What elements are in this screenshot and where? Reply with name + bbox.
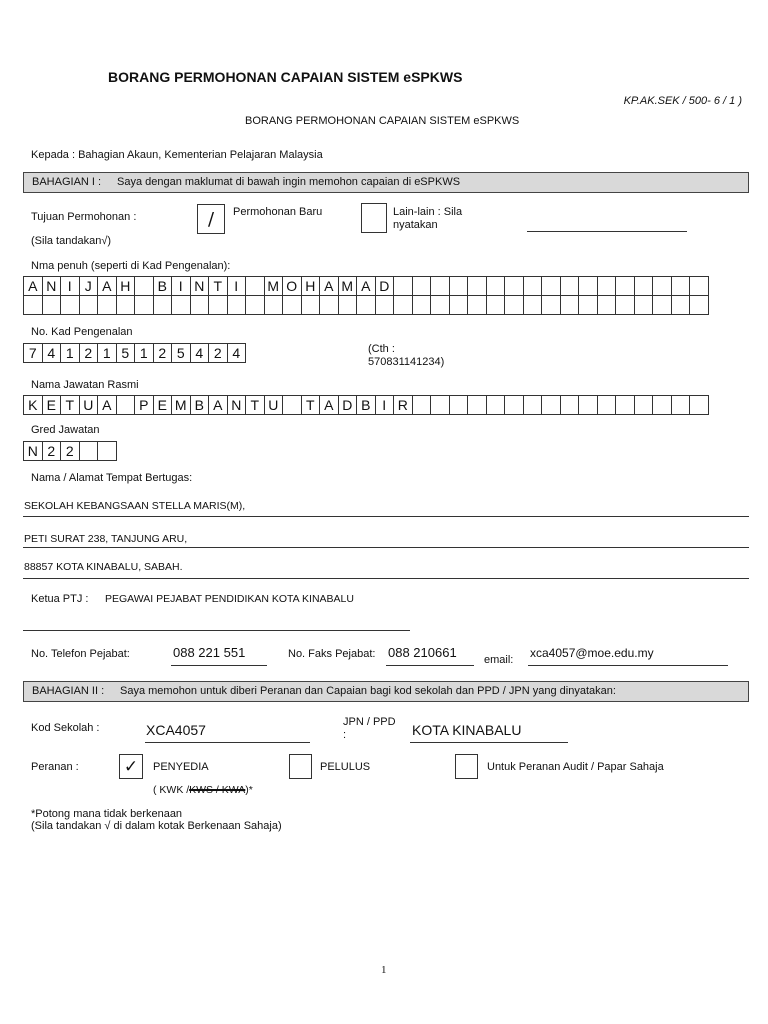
grid-cell[interactable]: E bbox=[42, 395, 62, 415]
fax-value: 088 210661 bbox=[388, 645, 457, 660]
grid-cell[interactable] bbox=[634, 276, 654, 296]
jawatan-label: Nama Jawatan Rasmi bbox=[31, 379, 139, 391]
nama-grid-row-2[interactable] bbox=[24, 295, 709, 315]
reference-number: KP.AK.SEK / 500- 6 / 1 ) bbox=[623, 95, 742, 107]
grid-cell[interactable] bbox=[541, 276, 561, 296]
grid-cell[interactable] bbox=[412, 295, 432, 315]
grid-cell[interactable] bbox=[652, 276, 672, 296]
form-title: BORANG PERMOHONAN CAPAIAN SISTEM eSPKWS bbox=[108, 69, 463, 85]
grid-cell[interactable]: 2 bbox=[60, 441, 80, 461]
grid-cell[interactable]: B bbox=[190, 395, 210, 415]
grid-cell[interactable] bbox=[282, 395, 302, 415]
grid-cell[interactable] bbox=[615, 395, 635, 415]
grid-cell[interactable] bbox=[578, 276, 598, 296]
grid-cell[interactable] bbox=[597, 276, 617, 296]
grid-cell[interactable] bbox=[541, 395, 561, 415]
nama-label: Nma penuh (seperti di Kad Pengenalan): bbox=[31, 260, 231, 272]
grid-cell[interactable] bbox=[652, 295, 672, 315]
grid-cell[interactable]: N bbox=[227, 395, 247, 415]
grid-cell[interactable] bbox=[134, 276, 154, 296]
tujuan-note: (Sila tandakan√) bbox=[31, 235, 112, 247]
grid-cell[interactable] bbox=[449, 295, 469, 315]
gred-grid[interactable] bbox=[24, 441, 117, 461]
option-permohonan-baru-checkbox[interactable] bbox=[197, 204, 225, 234]
grid-cell[interactable]: T bbox=[245, 395, 265, 415]
grid-cell[interactable]: O bbox=[282, 276, 302, 296]
grid-cell[interactable] bbox=[560, 395, 580, 415]
ketua-ptj-label: Ketua PTJ : bbox=[31, 593, 89, 605]
section-2-text: Saya memohon untuk diberi Peranan dan Capaian bagi kod sekolah dan PPD / JPN yang dinyatakan: bbox=[120, 685, 616, 697]
grid-cell[interactable]: M bbox=[171, 395, 191, 415]
grid-cell[interactable] bbox=[301, 295, 321, 315]
grid-cell[interactable] bbox=[338, 295, 358, 315]
grid-cell[interactable] bbox=[467, 276, 487, 296]
sub-prefix: ( KWK / bbox=[153, 784, 190, 796]
check-mark: ✓ bbox=[123, 756, 139, 777]
grid-cell[interactable] bbox=[79, 441, 99, 461]
tel-label: No. Telefon Pejabat: bbox=[31, 648, 130, 660]
ketua-ptj-rule[interactable] bbox=[23, 630, 410, 631]
email-value: xca4057@moe.edu.my bbox=[530, 646, 654, 660]
section-1-text: Saya dengan maklumat di bawah ingin memohon capaian di eSPKWS bbox=[117, 176, 461, 188]
grid-cell[interactable] bbox=[486, 395, 506, 415]
grid-cell[interactable] bbox=[245, 295, 265, 315]
grid-cell[interactable]: 4 bbox=[227, 343, 247, 363]
tel-value: 088 221 551 bbox=[173, 645, 246, 660]
section-2-label: BAHAGIAN II : bbox=[32, 685, 105, 697]
option-lain-lain-checkbox[interactable] bbox=[361, 203, 387, 233]
grid-cell[interactable] bbox=[449, 395, 469, 415]
form-subtitle: BORANG PERMOHONAN CAPAIAN SISTEM eSPKWS bbox=[245, 115, 520, 127]
fax-label: No. Faks Pejabat: bbox=[288, 648, 376, 660]
grid-cell[interactable]: 2 bbox=[153, 343, 173, 363]
gred-label: Gred Jawatan bbox=[31, 424, 100, 436]
grid-cell[interactable] bbox=[486, 295, 506, 315]
ic-label: No. Kad Pengenalan bbox=[31, 326, 133, 338]
grid-cell[interactable] bbox=[504, 276, 524, 296]
grid-cell[interactable] bbox=[467, 295, 487, 315]
grid-cell[interactable]: K bbox=[23, 395, 43, 415]
grid-cell[interactable]: R bbox=[393, 395, 413, 415]
peranan-sub-note bbox=[153, 784, 253, 796]
grid-cell[interactable] bbox=[42, 295, 62, 315]
section-1-label: BAHAGIAN I : bbox=[32, 176, 102, 188]
grid-cell[interactable]: A bbox=[319, 276, 339, 296]
grid-cell[interactable] bbox=[523, 295, 543, 315]
grid-cell[interactable]: E bbox=[153, 395, 173, 415]
grid-cell[interactable] bbox=[689, 276, 709, 296]
grid-cell[interactable]: A bbox=[97, 395, 117, 415]
grid-cell[interactable] bbox=[282, 295, 302, 315]
grid-cell[interactable] bbox=[23, 295, 43, 315]
grid-cell[interactable] bbox=[375, 295, 395, 315]
grid-cell[interactable] bbox=[60, 295, 80, 315]
grid-cell[interactable] bbox=[430, 395, 450, 415]
grid-cell[interactable]: A bbox=[208, 395, 228, 415]
alamat-line-1: SEKOLAH KEBANGSAAN STELLA MARIS(M), bbox=[24, 500, 246, 512]
grid-cell[interactable] bbox=[153, 295, 173, 315]
kepada-line: Kepada : Bahagian Akaun, Kementerian Pelajaran Malaysia bbox=[31, 149, 323, 161]
grid-cell[interactable] bbox=[560, 276, 580, 296]
grid-cell[interactable] bbox=[597, 295, 617, 315]
grid-cell[interactable] bbox=[467, 395, 487, 415]
grid-cell[interactable] bbox=[356, 295, 376, 315]
grid-cell[interactable]: A bbox=[319, 395, 339, 415]
grid-cell[interactable]: H bbox=[116, 276, 136, 296]
grid-cell[interactable] bbox=[319, 295, 339, 315]
grid-cell[interactable]: 1 bbox=[134, 343, 154, 363]
jpn-label: JPN / PPD bbox=[343, 716, 396, 728]
grid-cell[interactable]: U bbox=[264, 395, 284, 415]
grid-cell[interactable]: 1 bbox=[60, 343, 80, 363]
grid-cell[interactable]: N bbox=[42, 276, 62, 296]
grid-cell[interactable]: I bbox=[60, 276, 80, 296]
grid-cell[interactable]: A bbox=[97, 276, 117, 296]
grid-cell[interactable] bbox=[79, 295, 99, 315]
lain-lain-field[interactable] bbox=[527, 231, 687, 232]
alamat-line-1-rule[interactable] bbox=[23, 516, 749, 517]
grid-cell[interactable]: B bbox=[356, 395, 376, 415]
grid-cell[interactable] bbox=[615, 295, 635, 315]
grid-cell[interactable] bbox=[615, 276, 635, 296]
pelulus-checkbox[interactable] bbox=[289, 754, 312, 779]
grid-cell[interactable] bbox=[208, 295, 228, 315]
grid-cell[interactable] bbox=[671, 295, 691, 315]
grid-cell[interactable]: U bbox=[79, 395, 99, 415]
tel-rule[interactable] bbox=[171, 665, 267, 666]
grid-cell[interactable] bbox=[652, 395, 672, 415]
grid-cell[interactable] bbox=[578, 295, 598, 315]
grid-cell[interactable] bbox=[671, 395, 691, 415]
kod-sekolah-rule[interactable] bbox=[145, 742, 310, 743]
grid-cell[interactable]: 4 bbox=[190, 343, 210, 363]
grid-cell[interactable]: 7 bbox=[23, 343, 43, 363]
grid-cell[interactable] bbox=[541, 295, 561, 315]
kod-sekolah-label: Kod Sekolah : bbox=[31, 722, 100, 734]
grid-cell[interactable]: D bbox=[375, 276, 395, 296]
grid-cell[interactable]: P bbox=[134, 395, 154, 415]
grid-cell[interactable] bbox=[560, 295, 580, 315]
ic-example: (Cth : 570831141234) bbox=[368, 343, 445, 368]
grid-cell[interactable]: J bbox=[79, 276, 99, 296]
grid-cell[interactable] bbox=[245, 276, 265, 296]
grid-cell[interactable]: M bbox=[264, 276, 284, 296]
grid-cell[interactable] bbox=[190, 295, 210, 315]
option-lain-lain-label: Lain-lain : Sila nyatakan bbox=[393, 206, 463, 231]
grid-cell[interactable] bbox=[634, 395, 654, 415]
grid-cell[interactable]: I bbox=[227, 276, 247, 296]
grid-cell[interactable] bbox=[171, 295, 191, 315]
grid-cell[interactable] bbox=[671, 276, 691, 296]
grid-cell[interactable] bbox=[97, 441, 117, 461]
grid-cell[interactable] bbox=[97, 295, 117, 315]
option-permohonan-baru-label: Permohonan Baru bbox=[233, 206, 323, 218]
grid-cell[interactable] bbox=[597, 395, 617, 415]
grid-cell[interactable] bbox=[264, 295, 284, 315]
grid-cell[interactable] bbox=[486, 276, 506, 296]
grid-cell[interactable]: M bbox=[338, 276, 358, 296]
penyedia-label: PENYEDIA bbox=[153, 761, 209, 773]
ketua-ptj-value: PEGAWAI PEJABAT PENDIDIKAN KOTA KINABALU bbox=[105, 593, 354, 605]
jpn-value: KOTA KINABALU bbox=[412, 722, 522, 738]
section-1-header bbox=[23, 172, 749, 193]
kod-sekolah-value: XCA4057 bbox=[146, 722, 206, 738]
grid-cell[interactable]: N bbox=[23, 441, 43, 461]
grid-cell[interactable]: A bbox=[356, 276, 376, 296]
grid-cell[interactable]: D bbox=[338, 395, 358, 415]
alamat-line-2: PETI SURAT 238, TANJUNG ARU, bbox=[24, 533, 188, 545]
grid-cell[interactable] bbox=[634, 295, 654, 315]
jawatan-grid[interactable] bbox=[24, 395, 709, 415]
grid-cell[interactable] bbox=[523, 276, 543, 296]
nama-grid-row-1[interactable] bbox=[24, 276, 709, 296]
grid-cell[interactable] bbox=[412, 395, 432, 415]
grid-cell[interactable] bbox=[412, 276, 432, 296]
fax-rule[interactable] bbox=[386, 665, 474, 666]
grid-cell[interactable]: 5 bbox=[171, 343, 191, 363]
grid-cell[interactable]: I bbox=[171, 276, 191, 296]
sub-struck: KWS / KWA bbox=[189, 784, 246, 796]
email-label: email: bbox=[484, 654, 514, 666]
alamat-line-3-rule[interactable] bbox=[23, 578, 749, 579]
section-2-header bbox=[23, 681, 749, 702]
page-number: 1 bbox=[381, 964, 387, 976]
grid-cell[interactable] bbox=[504, 395, 524, 415]
alamat-line-3: 88857 KOTA KINABALU, SABAH. bbox=[24, 561, 183, 573]
jpn-colon: : bbox=[343, 729, 347, 741]
grid-cell[interactable]: 1 bbox=[97, 343, 117, 363]
penyedia-checkbox[interactable] bbox=[119, 754, 143, 779]
ic-grid[interactable] bbox=[24, 343, 246, 363]
grid-cell[interactable] bbox=[523, 395, 543, 415]
grid-cell[interactable] bbox=[689, 395, 709, 415]
grid-cell[interactable]: B bbox=[153, 276, 173, 296]
grid-cell[interactable] bbox=[578, 395, 598, 415]
tujuan-label: Tujuan Permohonan : bbox=[31, 211, 137, 223]
grid-cell[interactable]: A bbox=[23, 276, 43, 296]
grid-cell[interactable]: 2 bbox=[208, 343, 228, 363]
note-line-1: *Potong mana tidak berkenaan bbox=[31, 808, 183, 820]
grid-cell[interactable] bbox=[393, 295, 413, 315]
grid-cell[interactable]: N bbox=[190, 276, 210, 296]
grid-cell[interactable] bbox=[449, 276, 469, 296]
audit-label: Untuk Peranan Audit / Papar Sahaja bbox=[487, 761, 664, 773]
grid-cell[interactable]: 2 bbox=[79, 343, 99, 363]
grid-cell[interactable] bbox=[134, 295, 154, 315]
sub-suffix: )* bbox=[245, 784, 253, 796]
grid-cell[interactable] bbox=[689, 295, 709, 315]
grid-cell[interactable] bbox=[116, 395, 136, 415]
pelulus-label: PELULUS bbox=[320, 761, 371, 773]
grid-cell[interactable] bbox=[116, 295, 136, 315]
grid-cell[interactable]: T bbox=[60, 395, 80, 415]
note-line-2: (Sila tandakan √ di dalam kotak Berkenaan Sahaja) bbox=[31, 820, 282, 832]
grid-cell[interactable]: 2 bbox=[42, 441, 62, 461]
grid-cell[interactable] bbox=[504, 295, 524, 315]
grid-cell[interactable] bbox=[393, 276, 413, 296]
grid-cell[interactable] bbox=[430, 295, 450, 315]
alamat-label: Nama / Alamat Tempat Bertugas: bbox=[31, 472, 193, 484]
grid-cell[interactable]: I bbox=[375, 395, 395, 415]
check-mark: / bbox=[207, 208, 215, 230]
jpn-rule[interactable] bbox=[410, 742, 568, 743]
audit-checkbox[interactable] bbox=[455, 754, 478, 779]
email-rule[interactable] bbox=[528, 665, 728, 666]
grid-cell[interactable]: H bbox=[301, 276, 321, 296]
grid-cell[interactable] bbox=[227, 295, 247, 315]
grid-cell[interactable] bbox=[430, 276, 450, 296]
grid-cell[interactable]: 5 bbox=[116, 343, 136, 363]
grid-cell[interactable]: T bbox=[208, 276, 228, 296]
peranan-label: Peranan : bbox=[31, 761, 79, 773]
alamat-line-2-rule[interactable] bbox=[23, 547, 749, 548]
grid-cell[interactable]: T bbox=[301, 395, 321, 415]
grid-cell[interactable]: 4 bbox=[42, 343, 62, 363]
